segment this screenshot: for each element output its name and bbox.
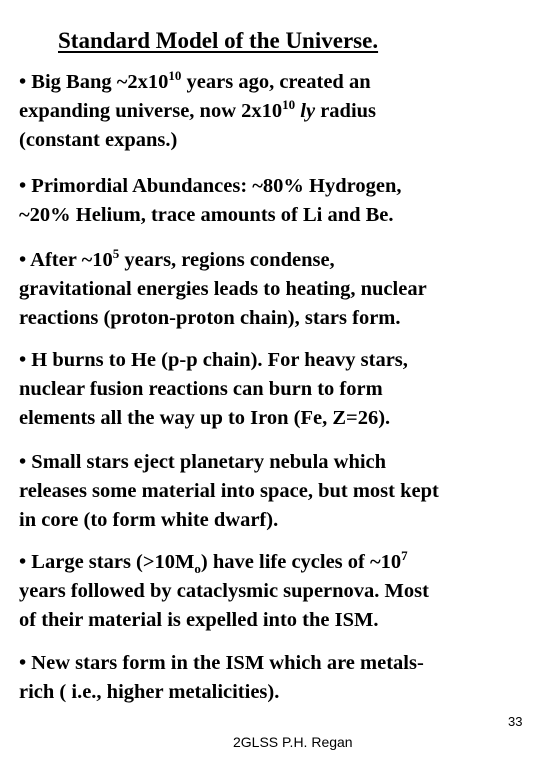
footer-author: 2GLSS P.H. Regan xyxy=(233,734,353,750)
bullet-line: of their material is expelled into the ISM. xyxy=(19,609,379,631)
bullet-line: gravitational energies leads to heating, nuclear xyxy=(19,278,427,300)
bullet-line: elements all the way up to Iron (Fe, Z=26). xyxy=(19,407,391,429)
bullet-new-stars xyxy=(19,649,531,707)
bullet-line: • Small stars eject planetary nebula which xyxy=(19,451,387,473)
bullet-h-burns xyxy=(19,346,531,433)
bullet-line: • Big Bang $\sim 2x10^{10}$ years ago, created an xyxy=(19,68,371,93)
bullet-line: • Large stars $(>10M_o)$ have life cycles of $\sim 10^7$ xyxy=(19,548,408,576)
bullet-line: • Primordial Abundances: ~80% Hydrogen, xyxy=(19,175,402,197)
bullet-primordial-abundances xyxy=(19,172,531,230)
bullet-line: • After $\sim 10^5$ years, regions condense, xyxy=(19,246,335,271)
bullet-big-bang xyxy=(19,68,531,155)
bullet-large-stars xyxy=(19,548,531,635)
bullet-line: nuclear fusion reactions can burn to form xyxy=(19,378,383,400)
bullet-small-stars xyxy=(19,448,531,535)
bullet-line: (constant expans.) xyxy=(19,129,178,151)
page-number: 33 xyxy=(508,714,523,729)
bullet-line: in core (to form white dwarf). xyxy=(19,509,279,531)
bullet-regions-condense xyxy=(19,246,531,333)
bullet-line: ~20% Helium, trace amounts of Li and Be. xyxy=(19,204,394,226)
bullet-line: reactions (proton-proton chain), stars form. xyxy=(19,307,401,329)
slide-title: Standard Model of the Universe. xyxy=(58,28,379,53)
bullet-line: rich ( i.e., higher metalicities). xyxy=(19,681,280,703)
bullet-line: years followed by cataclysmic supernova. Most xyxy=(19,580,429,602)
bullet-line: expanding universe, now $2x10^{10}$ ly radius xyxy=(19,97,377,122)
bullet-line: releases some material into space, but most kept xyxy=(19,480,439,502)
bullet-line: • New stars form in the ISM which are metals- xyxy=(19,652,424,674)
bullet-line: • H burns to He (p-p chain). For heavy stars, xyxy=(19,349,408,371)
